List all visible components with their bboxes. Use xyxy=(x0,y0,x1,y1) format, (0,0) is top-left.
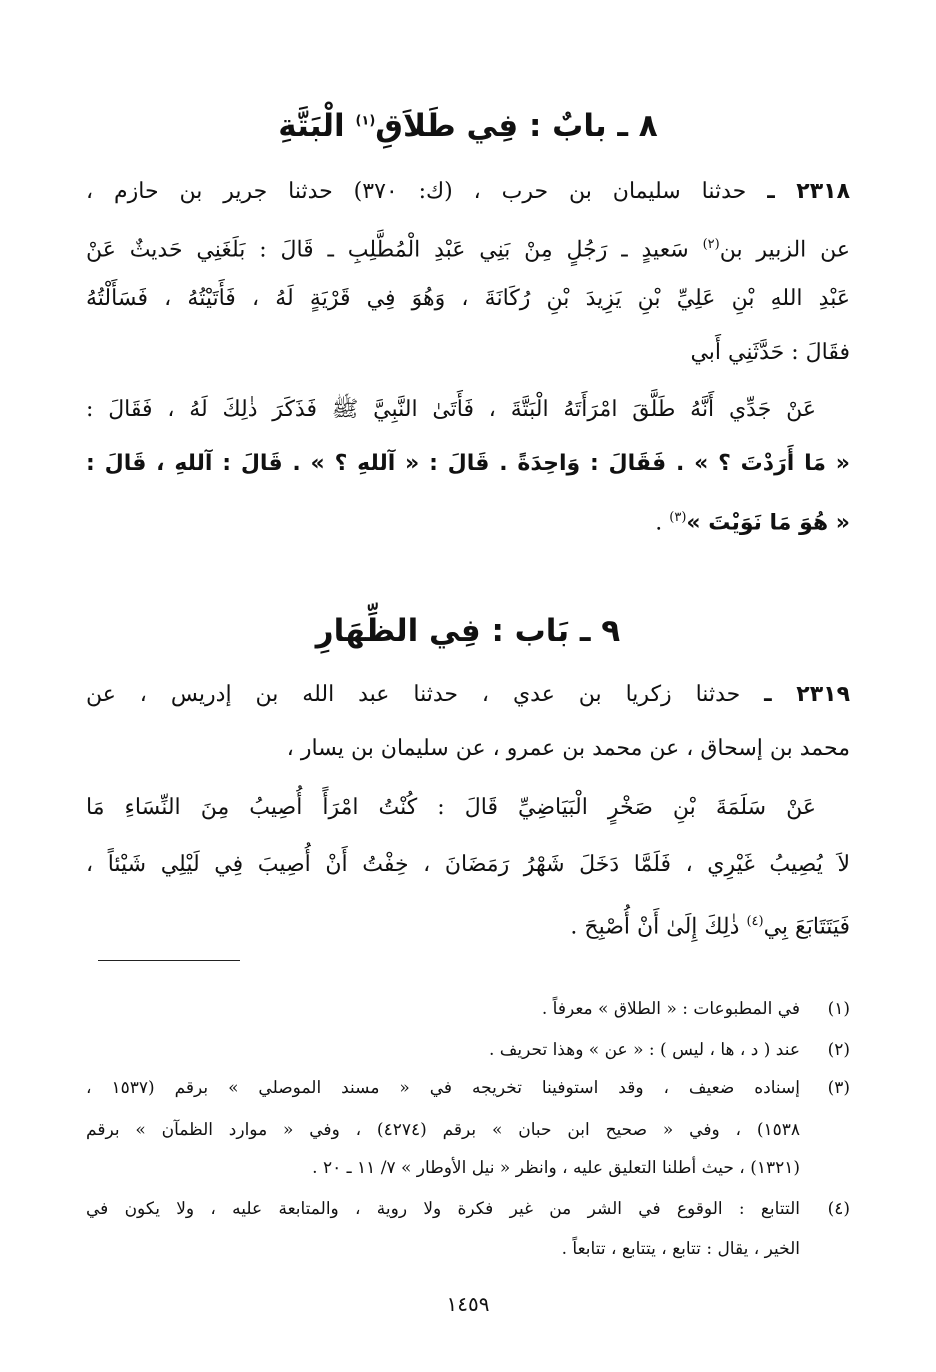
footnote-ref: (٢) xyxy=(702,237,720,252)
matn-text: ذٰلِكَ إِلَىٰ أَنْ أُصْبِحَ . xyxy=(570,914,747,940)
heading-text: الْبَتَّةِ xyxy=(278,108,356,144)
hadith-number: ٢٣١٨ ـ xyxy=(767,179,851,204)
matn-line: لاَ يُصِيبُ غَيْرِي ، فَلَمَّا دَخَلَ شَهْرُ رَمَضَانَ ، خِفْتُ أَنْ أُصِيبَ فِي لَيْلِي شَيْئاً ، xyxy=(86,852,850,877)
matn-text: فَيَتَتَابَعَ بِي xyxy=(763,914,850,940)
hadith-number: ٢٣١٩ ـ xyxy=(764,682,850,707)
footnote-ref: (٤) xyxy=(746,914,764,929)
footnote-text: (١٣٢١) ، حيث أطلنا التعليق عليه ، وانظر « نيل الأوطار » ٧/ ١١ ـ ٢٠ . xyxy=(312,1158,800,1178)
footnote-number: (٣) xyxy=(827,1078,850,1098)
footnote-number: (١) xyxy=(827,999,850,1019)
footnote-1 xyxy=(86,996,850,1022)
isnad-text: سَعيدٍ ـ رَجُلٍ مِنْ بَنِي عَبْدِ الْمُطَّلِبِ ـ قَالَ : بَلَغَنِي حَديثٌ عَنْ xyxy=(86,237,703,263)
section-9-heading: ٩ ـ بَاب : فِي الظِّهَارِ xyxy=(315,613,621,649)
matn-line: عَنْ جَدِّي أَنَّهُ طَلَّقَ امْرَأَتَهُ الْبَتَّةَ ، فَأَتَىٰ النَّبِيَّ ﷺ فَذَكَرَ ذٰلِكَ لَهُ ، فَقَالَ : xyxy=(86,397,816,422)
footnote-ref: (١) xyxy=(355,113,376,129)
matn-line xyxy=(86,907,850,942)
footnote-text: ١٥٣٨) ، وفي « صحيح ابن حبان » برقم (٤٢٧٤) ، وفي « موارد الظمآن » برقم xyxy=(86,1120,800,1140)
isnad-text: حدثنا سليمان بن حرب ، (ك: ٣٧٠) حدثنا جرير بن حازم ، xyxy=(86,179,768,204)
footnote-text: التتابع : الوقوع في الشر من غير فكرة ولا روية ، والمتابعة عليه ، ولا يكون في xyxy=(86,1199,800,1219)
isnad-text: عن الزبير بن xyxy=(719,237,850,263)
text-line: فقَالَ : حَدَّثَنِي أَبي xyxy=(690,340,850,365)
footnote-number: (٢) xyxy=(827,1040,850,1060)
matn-line xyxy=(86,503,850,538)
text-line xyxy=(86,230,850,265)
matn-text: « هُوَ مَا نَوَيْتَ » xyxy=(686,510,850,536)
matn-line: عَنْ سَلَمَةَ بْنِ صَخْرٍ الْبَيَاضِيِّ قَالَ : كُنْتُ امْرَأً أُصِيبُ مِنَ النِّسَاءِ مَا xyxy=(86,795,816,820)
page-number: ١٤٥٩ xyxy=(446,1292,490,1316)
heading-text: ٨ ـ بابٌ : فِي طَلاَقِ xyxy=(375,108,658,144)
footnote-text: إسناده ضعيف ، وقد استوفينا تخريجه في « مسند الموصلي » برقم (١٥٣٧ ، xyxy=(86,1078,801,1098)
text-line xyxy=(86,680,850,710)
footnote-text: في المطبوعات : « الطلاق » معرفاً . xyxy=(541,999,800,1019)
footnote-number: (٤) xyxy=(827,1199,850,1219)
isnad-text: حدثنا زكريا بن عدي ، حدثنا عبد الله بن إدريس ، عن xyxy=(86,682,765,707)
matn-line: « مَا أَرَدْتَ ؟ » . فَقَالَ : وَاحِدَةً . قَالَ : « آللهِ ؟ » . قَالَ : آللهِ ، قَالَ : xyxy=(86,451,850,476)
footnote-separator xyxy=(98,960,240,961)
footnote-ref: (٣) xyxy=(669,510,687,525)
footnote-text: عند ( د ، ها ، ليس ) : « عن » وهذا تحريف . xyxy=(488,1040,800,1060)
text-line: عَبْدِ اللهِ بْنِ عَلِيِّ بْنِ يَزِيدَ بْنِ رُكَانَةَ ، وَهُوَ فِي قَرْيَةٍ لَهُ ، فَأَتَيْتُهُ ، فَسَأَلْتُهُ xyxy=(86,286,850,311)
footnote-text: الخير ، يقال : تتابع ، يتتابع ، تتابعاً . xyxy=(561,1239,800,1259)
matn-text: . xyxy=(655,510,670,536)
footnote-2 xyxy=(86,1037,850,1063)
section-8-heading xyxy=(0,108,936,144)
text-line: محمد بن إسحاق ، عن محمد بن عمرو ، عن سليمان بن يسار ، xyxy=(286,736,850,761)
text-line xyxy=(86,177,850,207)
